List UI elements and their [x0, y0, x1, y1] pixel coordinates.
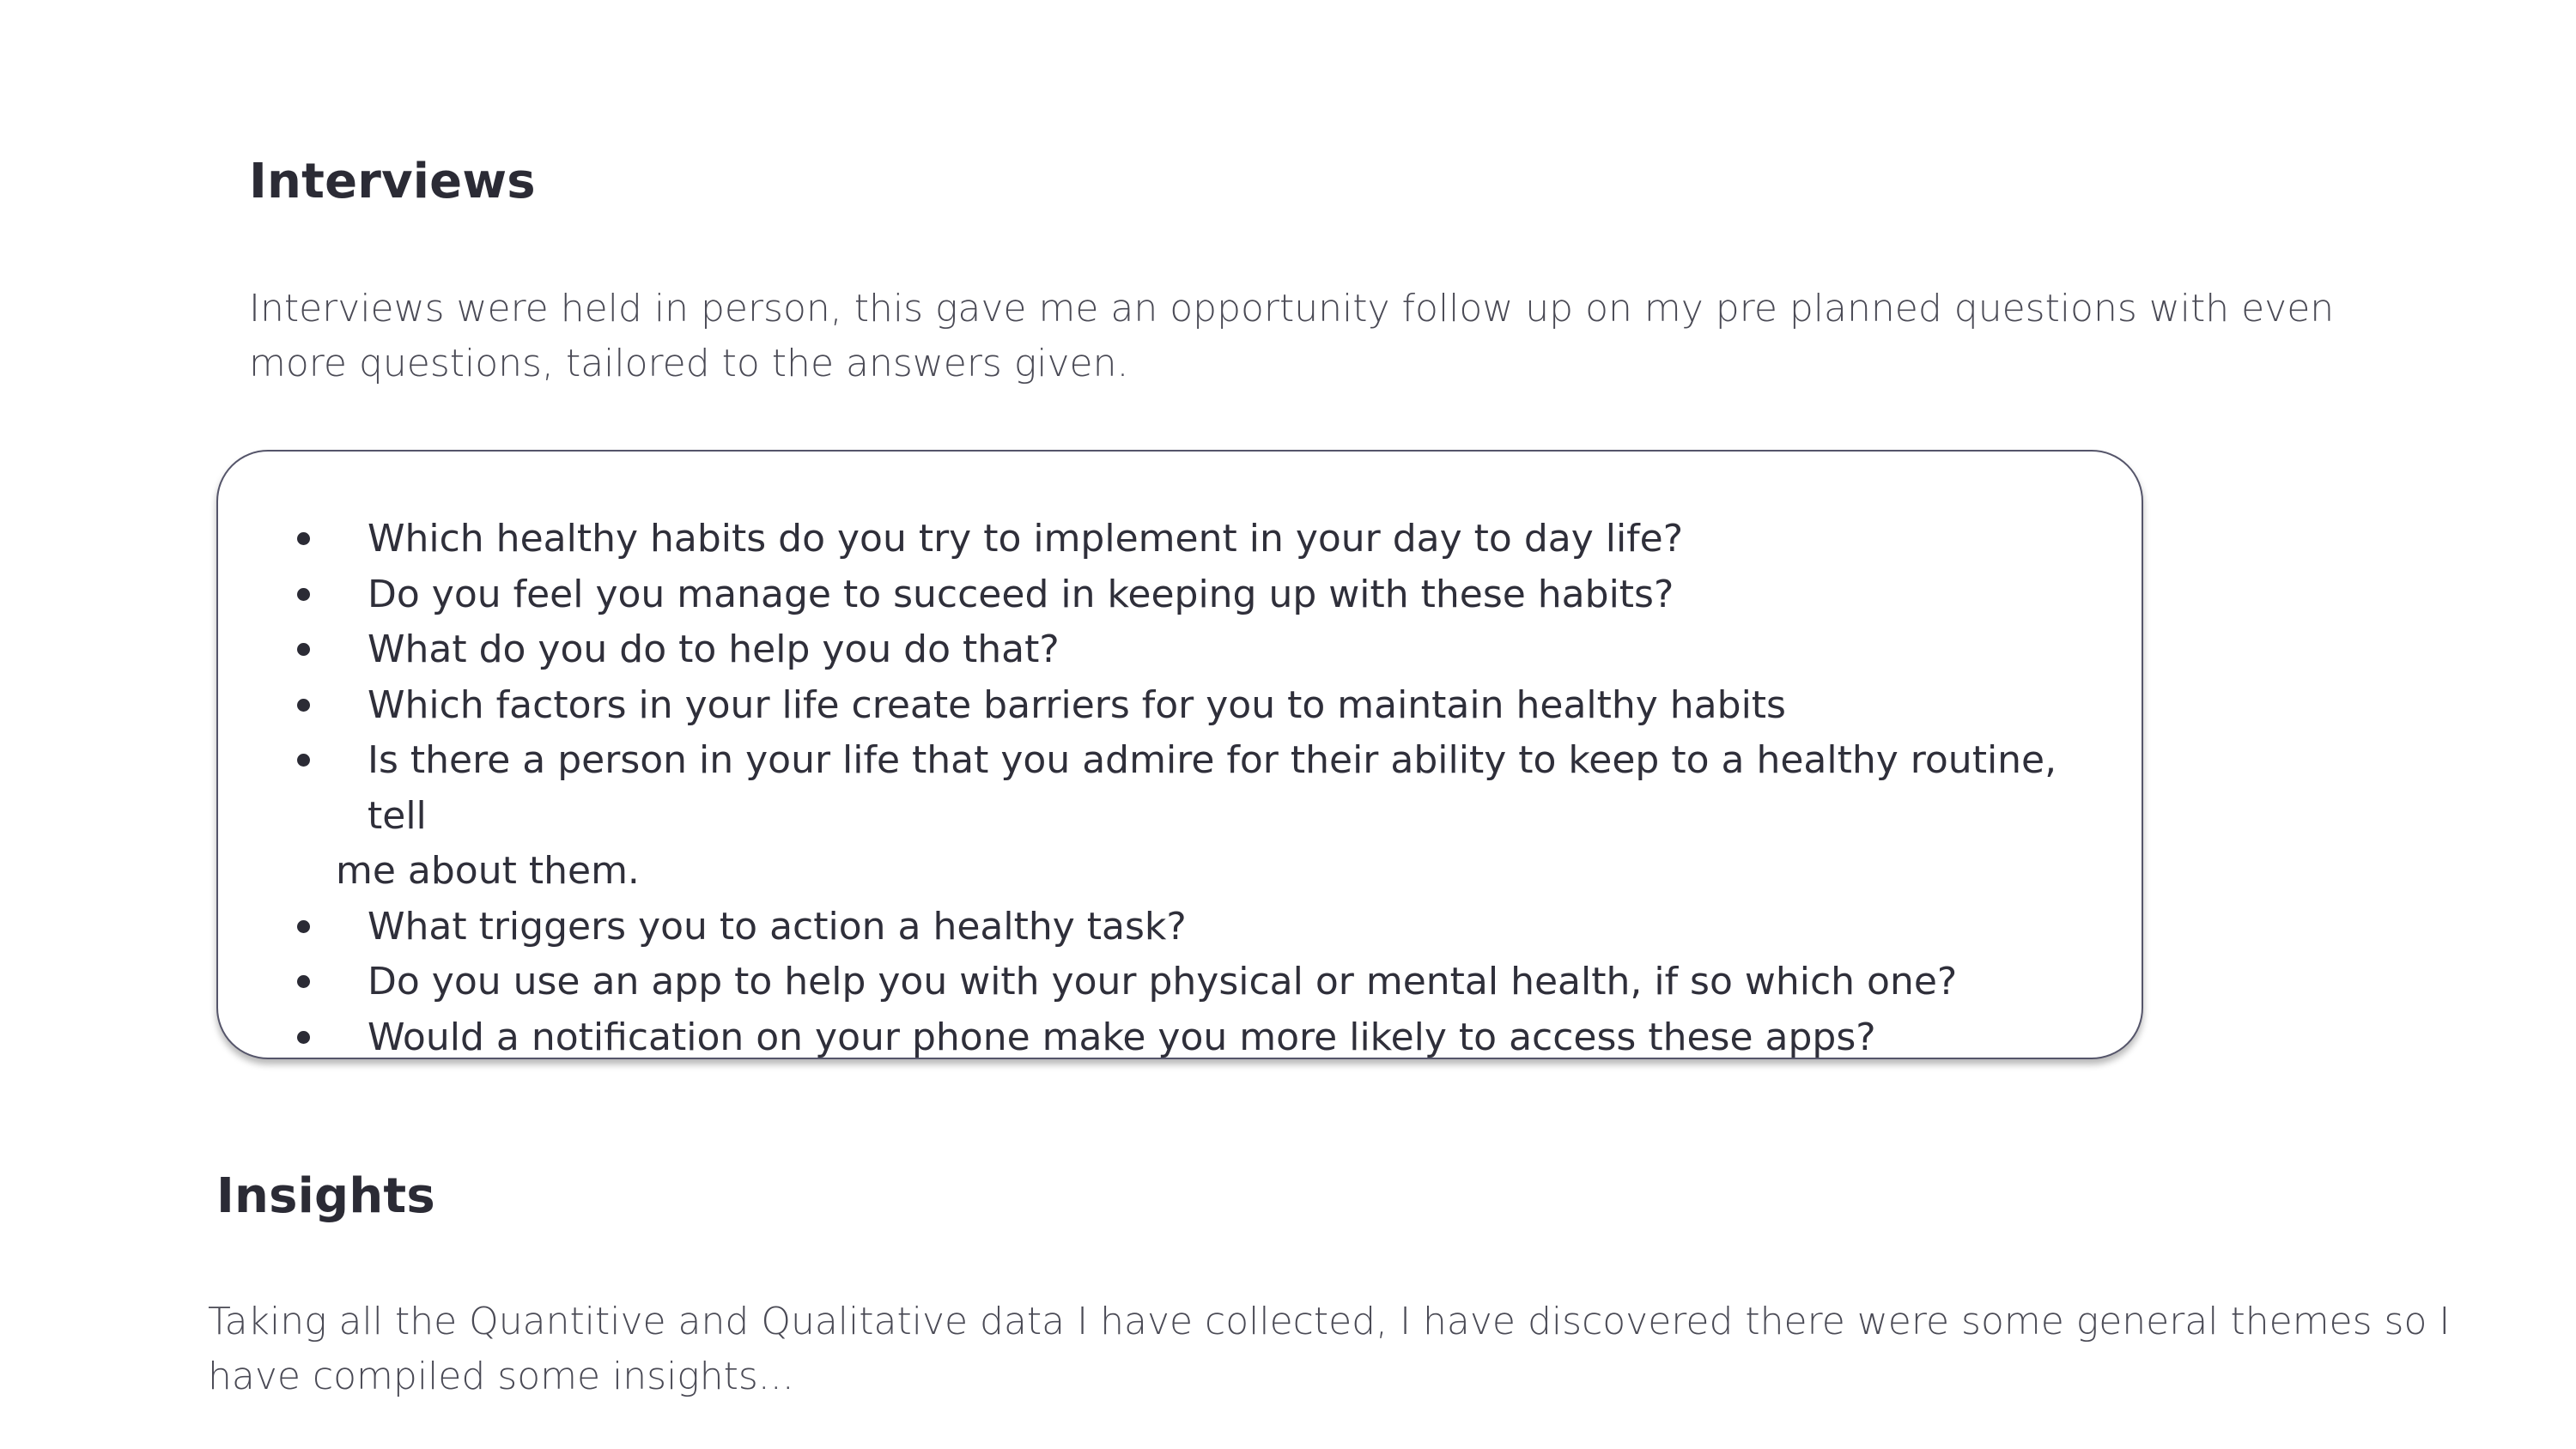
question-text: What triggers you to action a healthy task? [368, 904, 1187, 949]
list-item [297, 955, 2083, 1010]
question-text-continuation: me about them. [336, 849, 640, 893]
interviews-intro-paragraph: Interviews were held in person, this gave me an opportunity follow up on my pre planned questions with even more questions, tailored to the answers given. [249, 287, 2335, 385]
list-item [297, 512, 2083, 567]
list-item [297, 622, 2083, 678]
bullet-icon [297, 920, 310, 933]
question-text: Do you use an app to help you with your physical or mental health, if so which one? [368, 960, 1958, 1003]
bullet-icon [297, 1031, 310, 1044]
question-text: Do you feel you manage to succeed in keeping up with these habits? [368, 572, 1674, 616]
bullet-icon [297, 532, 310, 545]
insights-heading: Insights [216, 1168, 435, 1224]
list-item [297, 733, 2083, 844]
question-text: Which factors in your life create barriers for you to maintain healthy habits [368, 682, 1786, 727]
list-item-continuation [297, 844, 2083, 900]
list-item [297, 567, 2083, 623]
insights-intro-paragraph: Taking all the Quantitive and Qualitative data I have collected, I have discovered there were some general themes so I have compiled some insights... [208, 1300, 2451, 1398]
bullet-icon [297, 754, 310, 767]
list-item [297, 678, 2083, 734]
interviews-heading: Interviews [249, 154, 536, 209]
bullet-icon [297, 588, 310, 601]
question-text: Would a notification on your phone make you more likely to access these apps? [368, 1015, 1876, 1059]
question-text: What do you do to help you do that? [368, 627, 1060, 671]
question-text: Which healthy habits do you try to implement in your day to day life? [368, 517, 1684, 561]
question-text: Is there a person in your life that you admire for their ability to keep to a healthy routine, tell [368, 738, 2057, 838]
interview-questions-box [216, 450, 2143, 1059]
list-item [297, 1010, 2083, 1066]
bullet-icon [297, 975, 310, 988]
bullet-icon [297, 643, 310, 656]
interview-questions-list [297, 512, 2083, 1065]
bullet-icon [297, 699, 310, 712]
list-item [297, 900, 2083, 955]
